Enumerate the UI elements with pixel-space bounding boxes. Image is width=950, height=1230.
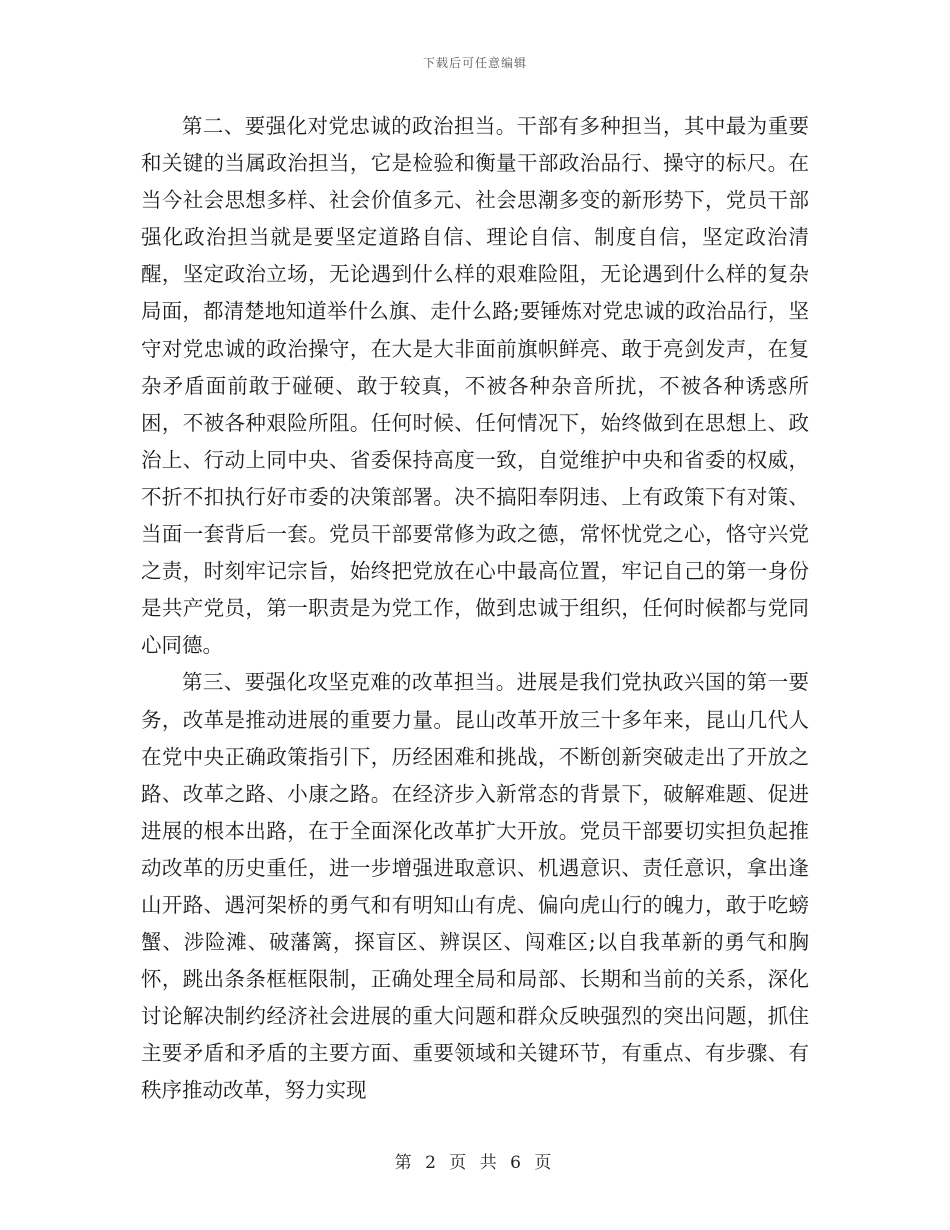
paragraph: 第三、要强化攻坚克难的改革担当。进展是我们党执政兴国的第一要务，改革是推动进展的重要力量。昆山改革开放三十多年来，昆山几代人在党中央正确政策指引下，历经困难和挑战，不断创新突破走出了开放之路、改革之路、小康之路。在经济步入新常态的背景下，破解难题、促进进展的根本出路，在于全面深化改革扩大开放。党员干部要切实担负起推动改革的历史重任，进一步增强进取意识、机遇意识、责任意识，拿出逢山开路、遇河架桥的勇气和有明知山有虎、偏向虎山行的魄力，敢于吃螃蟹、涉险滩、破藩篱，探盲区、辨误区、闯难区;以自我革新的勇气和胸怀，跳出条条框框限制，正确处理全局和局部、长期和当前的关系，深化讨论解决制约经济社会进展的重大问题和群众反映强烈的突出问题，抓住主要矛盾和矛盾的主要方面、重要领域和关键环节，有重点、有步骤、有秩序推动改革，努力实现 bbox=[141, 670, 809, 1103]
page-footer: 第 2 页 共 6 页 bbox=[394, 1153, 556, 1173]
paragraph: 第二、要强化对党忠诚的政治担当。干部有多种担当，其中最为重要和关键的当属政治担当，它是检验和衡量干部政治品行、操守的标尺。在当今社会思想多样、社会价值多元、社会思潮多变的新形势下，党员干部强化政治担当就是要坚定道路自信、理论自信、制度自信，坚定政治清醒，坚定政治立场，无论遇到什么样的艰难险阻，无论遇到什么样的复杂局面，都清楚地知道举什么旗、走什么路;要锤炼对党忠诚的政治品行，坚守对党忠诚的政治操守，在大是大非面前旗帜鲜亮、敢于亮剑发声，在复杂矛盾面前敢于碰硬、敢于较真，不被各种杂音所扰，不被各种诱惑所困，不被各种艰险所阻。任何时候、任何情况下，始终做到在思想上、政治上、行动上同中央、省委保持高度一致，自觉维护中央和省委的权威，不折不扣执行好市委的决策部署。决不搞阳奉阴违、上有政策下有对策、当面一套背后一套。党员干部要常修为政之德，常怀忧党之心，恪守兴党之责，时刻牢记宗旨，始终把党放在心中最高位置，牢记自己的第一身份是共产党员，第一职责是为党工作，做到忠诚于组织，任何时候都与党同心同德。 bbox=[141, 114, 809, 658]
body-text bbox=[141, 108, 809, 1110]
page-header: 下载后可任意编辑 bbox=[422, 56, 527, 70]
